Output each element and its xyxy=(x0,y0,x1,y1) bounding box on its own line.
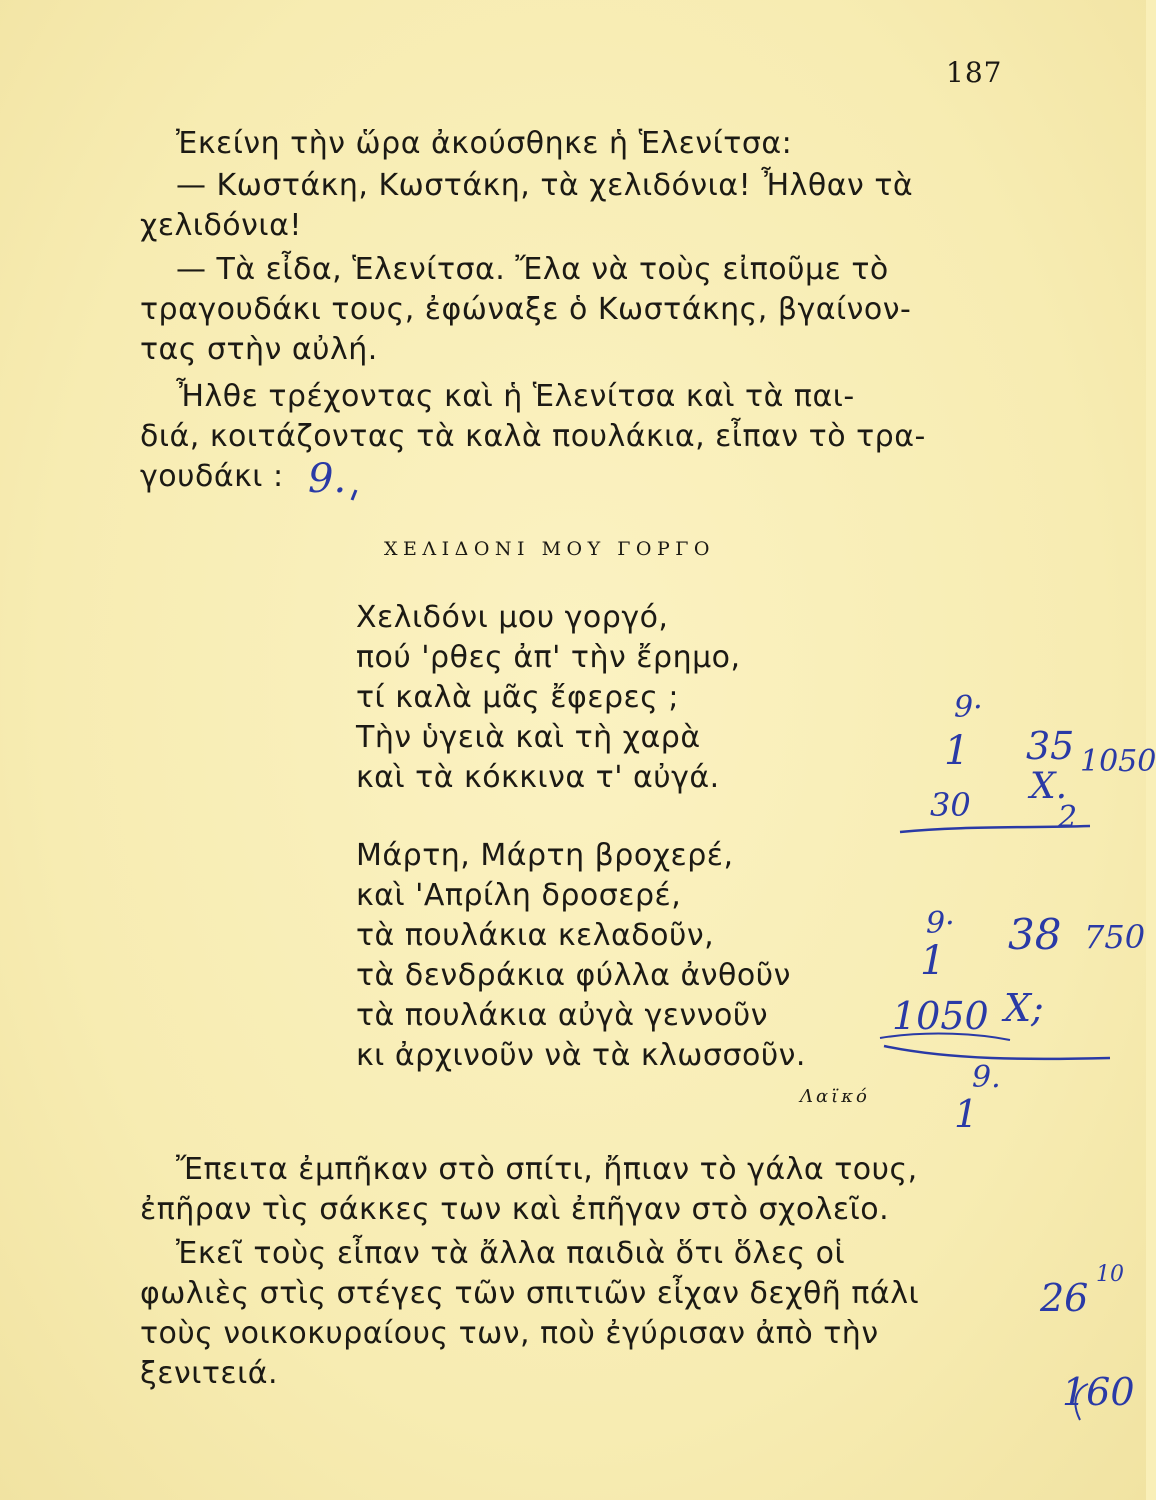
verse-line: Τὴν ὑγειὰ καὶ τὴ χαρὰ xyxy=(356,720,701,755)
text-line: — Τὰ εἶδα, Ἑλενίτσα. Ἔλα νὰ τοὺς εἰποῦμε τὸ xyxy=(176,252,889,287)
verse-line: πού 'ρθες ἀπ' τὴν ἔρημο, xyxy=(356,640,741,675)
handwritten-note: X; xyxy=(1004,986,1044,1030)
ink-stroke xyxy=(1075,1384,1088,1420)
handwritten-note: 9· xyxy=(926,906,955,941)
verse-line: καὶ τὰ κόκκινα τ' αὐγά. xyxy=(356,760,720,795)
ink-tick xyxy=(352,490,356,500)
handwritten-note: 9· xyxy=(954,690,983,725)
handwritten-note: 35 xyxy=(1026,724,1075,768)
verse-line: τὰ πουλάκια κελαδοῦν, xyxy=(356,918,715,953)
handwritten-note: 30 xyxy=(930,786,971,824)
handwritten-note: 1 xyxy=(944,728,970,774)
text-line: Ἔπειτα ἐμπῆκαν στὸ σπίτι, ἤπιαν τὸ γάλα τους, xyxy=(176,1152,918,1187)
text-line: διά, κοιτάζοντας τὰ καλὰ πουλάκια, εἶπαν τὸ τρα- xyxy=(140,419,926,454)
handwritten-note: 9. xyxy=(308,456,347,502)
text-line: Ἐκεῖ τοὺς εἶπαν τὰ ἄλλα παιδιὰ ὅτι ὅλες οἱ xyxy=(176,1236,846,1271)
text-line: Ἦλθε τρέχοντας καὶ ἡ Ἑλενίτσα καὶ τὰ παι- xyxy=(176,379,855,414)
handwritten-note: 1 xyxy=(920,938,946,984)
underline-stroke xyxy=(880,1034,1010,1040)
song-title: ΧΕΛΙΔΟΝΙ ΜΟΥ ΓΟΡΓΟ xyxy=(384,538,716,560)
verse-line: τί καλὰ μᾶς ἔφερες ; xyxy=(356,680,680,715)
text-line: ξενιτειά. xyxy=(140,1356,279,1391)
handwritten-note: 2 xyxy=(1058,800,1078,835)
verse-line: τὰ πουλάκια αὐγὰ γεννοῦν xyxy=(356,998,768,1033)
text-line: γουδάκι : xyxy=(140,459,284,494)
underline-stroke xyxy=(884,1046,1110,1059)
handwritten-note: 1 xyxy=(954,1092,979,1136)
handwritten-note: 9. xyxy=(972,1060,1001,1095)
page-number: 187 xyxy=(946,56,1003,89)
handwritten-note: X. xyxy=(1030,766,1068,807)
verse-line: τὰ δενδράκια φύλλα ἀνθοῦν xyxy=(356,958,791,993)
text-line: τραγουδάκι τους, ἐφώναξε ὁ Κωστάκης, βγαίνον- xyxy=(140,292,912,327)
verse-line: Μάρτη, Μάρτη βροχερέ, xyxy=(356,838,734,873)
text-line: Ἐκείνη τὴν ὥρα ἀκούσθηκε ἡ Ἑλενίτσα: xyxy=(176,126,793,161)
handwritten-note: 1050 xyxy=(892,994,989,1038)
song-attribution: Λαϊκό xyxy=(800,1086,870,1107)
text-line: φωλιὲς στὶς στέγες τῶν σπιτιῶν εἶχαν δεχθῆ πάλι xyxy=(140,1276,920,1311)
handwritten-note: 750 xyxy=(1084,918,1146,956)
underline-stroke xyxy=(900,826,1090,832)
text-line: χελιδόνια! xyxy=(140,208,302,243)
verse-line: Χελιδόνι μου γοργό, xyxy=(356,600,669,635)
handwritten-note: 26 xyxy=(1040,1276,1089,1320)
text-line: τας στὴν αὐλή. xyxy=(140,332,378,367)
handwritten-note: 10 xyxy=(1096,1262,1124,1287)
verse-line: καὶ 'Απρίλη δροσερέ, xyxy=(356,878,682,913)
handwritten-note: 160 xyxy=(1062,1370,1135,1414)
text-line: — Κωστάκη, Κωστάκη, τὰ χελιδόνια! Ἦλθαν τὰ xyxy=(176,168,914,203)
handwritten-note: 38 xyxy=(1008,910,1062,959)
handwritten-note: 1050 xyxy=(1080,744,1156,779)
text-line: ἐπῆραν τὶς σάκκες των καὶ ἐπῆγαν στὸ σχολεῖο. xyxy=(140,1192,890,1227)
text-line: τοὺς νοικοκυραίους των, ποὺ ἐγύρισαν ἀπὸ τὴν xyxy=(140,1316,879,1351)
verse-line: κι ἀρχινοῦν νὰ τὰ κλωσσοῦν. xyxy=(356,1038,806,1073)
